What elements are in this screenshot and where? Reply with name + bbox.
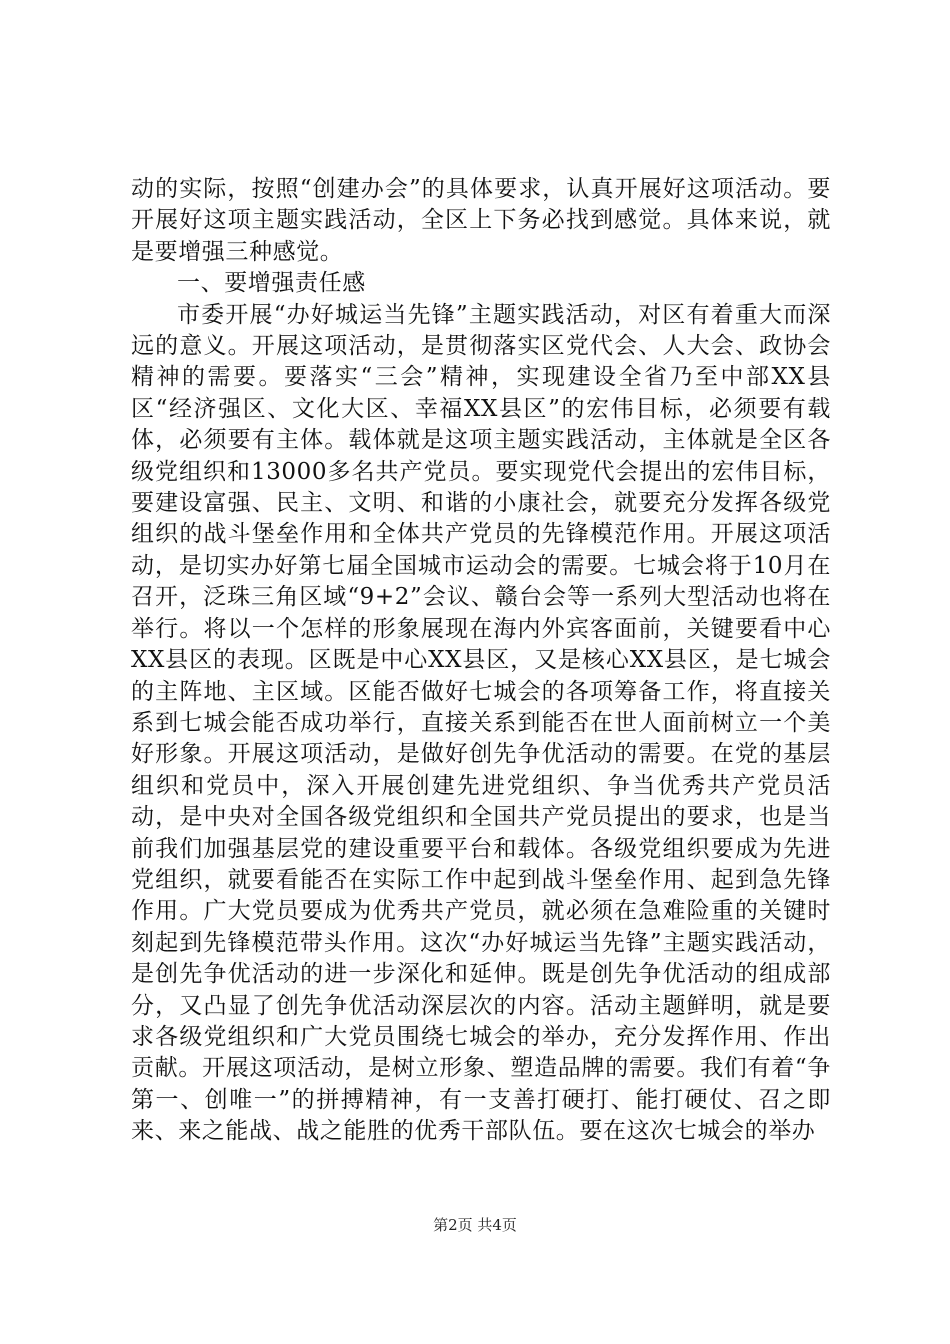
paragraph-main: 市委开展“办好城运当先锋”主题实践活动，对区有着重大而深远的意义。开展这项活动，是贯彻落实区党代会、人大会、政协会精神的需要。要落实“三会”精神，实现建设全省乃至中部XX县区“经济强区、文化大区、幸福XX县区”的宏伟目标，必须要有载体，必须要有主体。载体就是这项主题实践活动，主体就是全区各级党组织和13000多名共产党员。要实现党代会提出的宏伟目标，要建设富强、民主、文明、和谐的小康社会，就要充分发挥各级党组织的战斗堡垒作用和全体共产党员的先锋模范作用。开展这项活动，是切实办好第七届全国城市运动会的需要。七城会将于10月在召开，泛珠三角区域“9+2”会议、赣台会等一系列大型活动也将在举行。将以一个怎样的形象展现在海内外宾客面前，关键要看中心XX县区的表现。区既是中心XX县区，又是核心XX县区，是七城会的主阵地、主区域。区能否做好七城会的各项筹备工作，将直接关系到七城会能否成功举行，直接关系到能否在世人面前树立一个美好形象。开展这项活动，是做好创先争优活动的需要。在党的基层组织和党员中，深入开展创建先进党组织、争当优秀共产党员活动，是中央对全国各级党组织和全国共产党员提出的要求，也是当前我们加强基层党的建设重要平台和载体。各级党组织要成为先进党组织，就要看能否在实际工作中起到战斗堡垒作用、起到急先锋作用。广大党员要成为优秀共产党员，就必须在急难险重的关键时刻起到先锋模范带头作用。这次“办好城运当先锋”主题实践活动，是创先争优活动的进一步深化和延伸。既是创先争优活动的组成部分，又凸显了创先争优活动深层次的内容。活动主题鲜明，就是要求各级党组织和广大党员围绕七城会的举办，充分发挥作用、作出贡献。开展这项活动，是树立形象、塑造品牌的需要。我们有着“争第一、创唯一”的拼搏精神，有一支善打硬打、能打硬仗、召之即来、来之能战、战之能胜的优秀干部队伍。要在这次七城会的举办	[131, 301, 831, 1145]
document-body	[131, 174, 831, 1148]
page-footer: 第2页 共4页	[433, 1216, 517, 1234]
section-heading: 一、要增强责任感	[177, 270, 366, 297]
paragraph-continuation: 动的实际，按照“创建办会”的具体要求，认真开展好这项活动。要开展好这项主题实践活动，全区上下务必找到感觉。具体来说，就是要增强三种感觉。	[131, 176, 831, 265]
